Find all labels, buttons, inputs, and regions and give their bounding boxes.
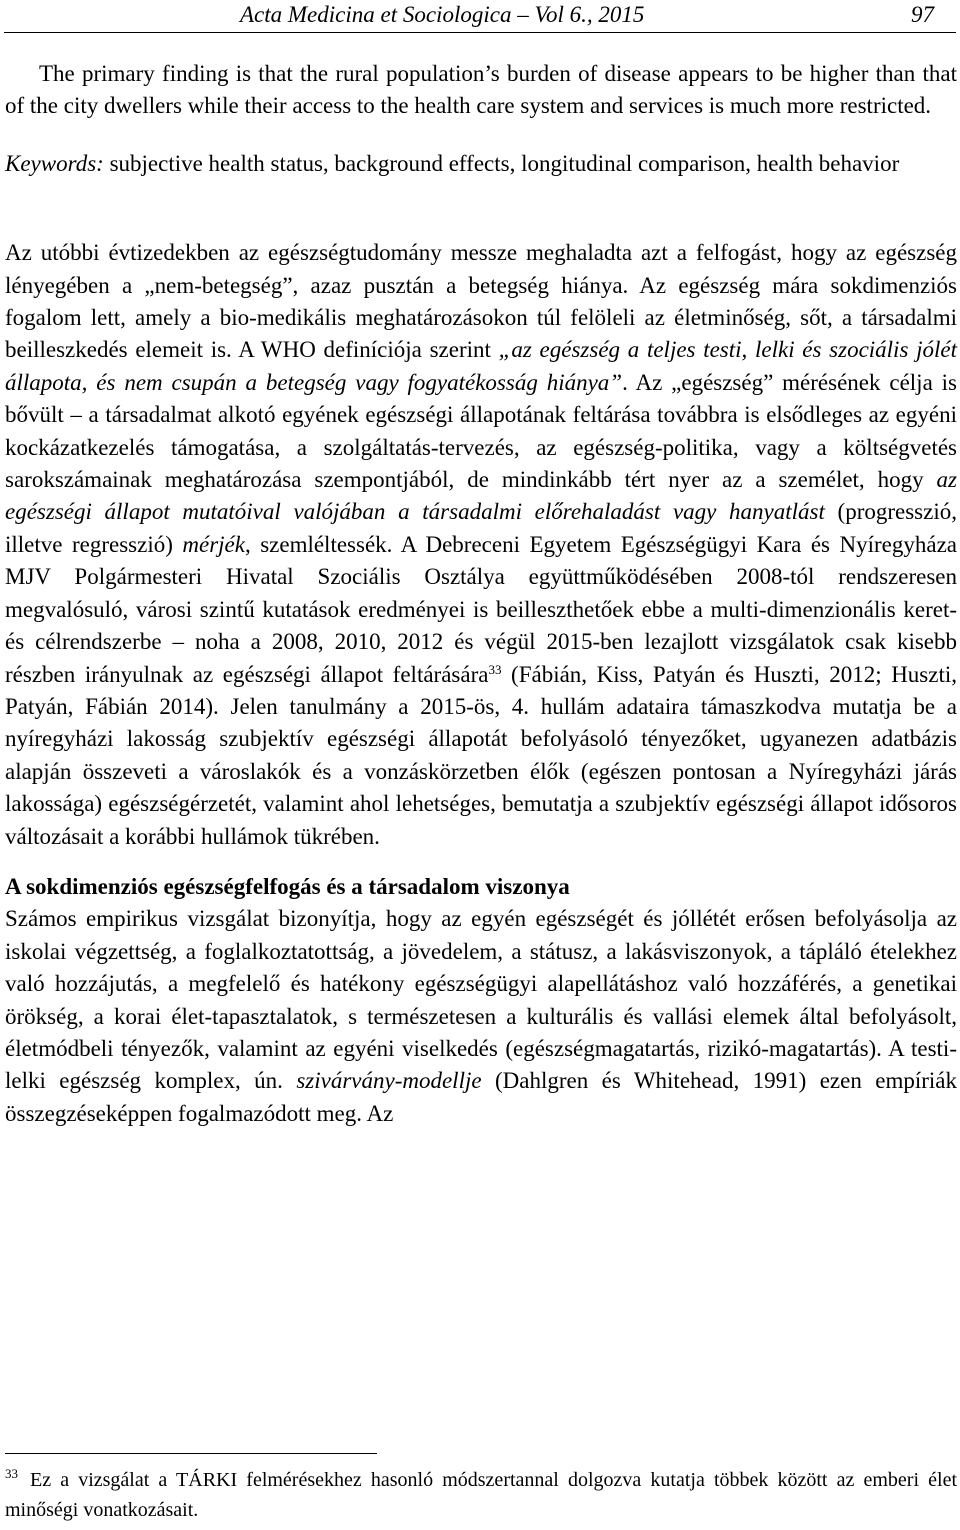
p2-italic-term: szivárvány-modellje — [296, 1068, 482, 1094]
footnote-divider — [5, 1453, 377, 1454]
p1-text-4: , szemléltessék. A Debreceni Egyetem Egészségügyi Kara és Nyíregyháza MJV Polgármesteri Hivatal Szociális Osztálya együttműködésében 2008-tól rendszeresen megvalósuló, városi szintű kutatások eredményei is beilleszthetőek ebbe a multi-dimenzionális keret- és célrendszerbe – noha a 2008, 2010, 2012 és végül 2015-ben lezajlott vizsgálatok csak kisebb részben irányulnak az egészségi állapot feltárására — [5, 531, 957, 687]
footnote — [5, 1465, 957, 1525]
footnote-number: 33 — [5, 1466, 18, 1481]
body-paragraph-1 — [5, 237, 957, 853]
footnote-reference[interactable]: 33 — [488, 661, 502, 677]
p1-who-definition: „az egészség a teljes testi, lelki és szociális jólét állapota, és nem csupán a betegség vagy fogyatékosság hiánya” — [5, 337, 957, 395]
footnote-text: Ez a vizsgálat a TÁRKI felmérésekhez hasonló módszertannal dolgozva kutatja többek között az emberi élet minőségi vonatkozásait. — [5, 1469, 957, 1521]
abstract-paragraph: The primary finding is that the rural population’s burden of disease appears to be higher than that of the city dwellers while their access to the health care system and services is much more restricted. — [5, 61, 957, 119]
p1-text-3: (progresszió, illetve regresszió) — [5, 499, 957, 557]
p1-text-2: . Az „egészség” mérésének célja is bővült – a társadalmat alkotó egyének egészségi állapotának feltárása továbbra is elsődleges az egyéni kockázatkezelés támogatása, a szolgáltatás-tervezés, az egészség-politika, vagy a költségvetés sarokszámainak meghatározása szempontjából, de mindinkább tért nyer az a személet, hogy — [5, 369, 957, 493]
p2-text-2: (Dahlgren és Whitehead, 1991) ezen empíriák összegzéseképpen fogalmazódott meg. Az — [5, 1068, 958, 1126]
p1-text-1: Az utóbbi évtizedekben az egészségtudomány messze meghaladta azt a felfogást, hogy az egészség lényegében a „nem-betegség”, azaz pusztán a betegség hiánya. Az egészség mára sokdimenziós fogalom lett, amely a bio-medikális meghatározásokon túl felöleli az életminőség, sőt, a társadalmi beilleszkedés elemeit is. A WHO definíciója szerint — [5, 240, 957, 363]
p1-italic-word: mérjék — [182, 531, 245, 557]
keywords — [5, 148, 957, 180]
journal-title: Acta Medicina et Sociologica – Vol 6., 2015 — [240, 2, 645, 27]
p1-italic-phrase: az egészségi állapot mutatóival valójában a társadalmi előrehaladást vagy hanyatlást — [5, 467, 957, 525]
page-number: 97 — [911, 2, 934, 27]
keywords-label: Keywords: — [5, 150, 104, 176]
running-header — [4, 0, 956, 33]
p2-text-1: Számos empirikus vizsgálat bizonyítja, hogy az egyén egészségét és jóllétét erősen befolyásolja az iskolai végzettség, a foglalkoztatottság, a jövedelem, a státusz, a lakásviszonyok, a tápláló ételekhez való hozzájutás, a megfelelő és hatékony egészségügyi alapellátáshoz való hozzáférés, a genetikai örökség, a korai élet-tapasztalatok, s természetesen a kulturális és vallási elemek által befolyásolt, életmódbeli tényezők, valamint az egyéni viselkedés (egészségmagatartás, rizikó-magatartás). A testi-lelki egészség komplex, ún. — [5, 906, 957, 1094]
p1-text-5: (Fábián, Kiss, Patyán és Huszti, 2012; Huszti, Patyán, Fábián 2014). Jelen tanulmány a 2015-ös, 4. hullám adataira támaszkodva mutatja be a nyíregyházi lakosság szubjektív egészségi állapotát befolyásoló tényezőket, ugyanezen adatbázis alapján összeveti a városlakók és a vonzáskörzetben élők (egészen pontosan a Nyíregyházi járás lakossága) egészségérzetét, valamint ahol lehetséges, bemutatja a szubjektív egészségi állapot idősoros változásait a korábbi hullámok tükrében. — [5, 661, 957, 849]
body-paragraph-2 — [5, 903, 957, 1130]
keywords-text: subjective health status, background effects, longitudinal comparison, health behavior — [103, 150, 900, 176]
main-text — [5, 58, 957, 1130]
section-heading: A sokdimenziós egészségfelfogás és a társadalom viszonya — [5, 873, 570, 899]
